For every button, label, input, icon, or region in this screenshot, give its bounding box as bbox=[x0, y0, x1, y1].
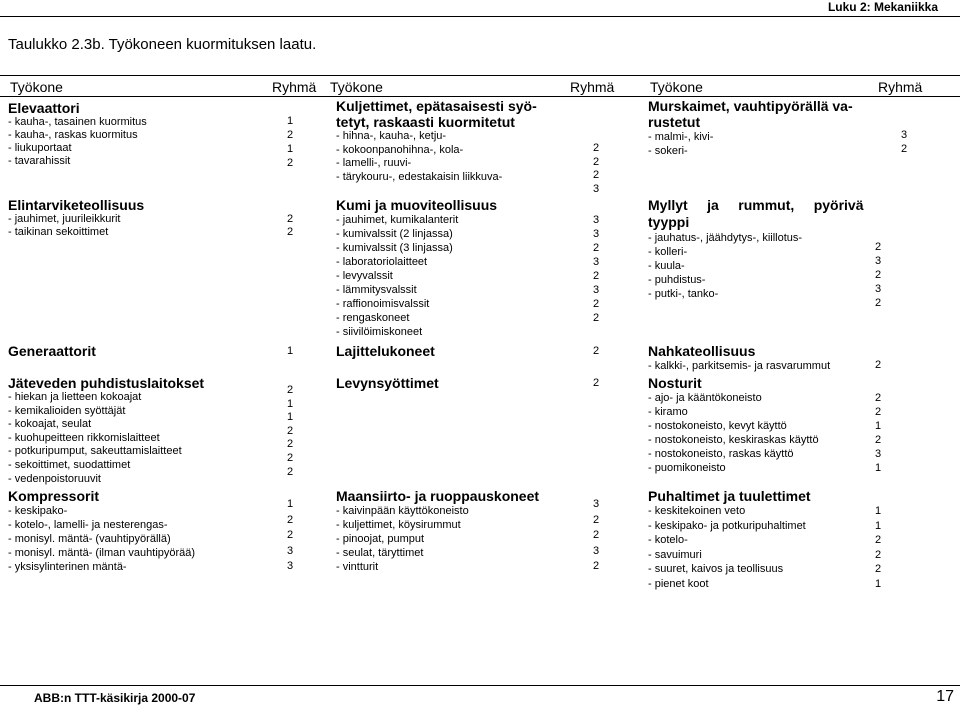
group-value: 1 bbox=[874, 420, 882, 432]
list-item: - kumivalssit (3 linjassa) bbox=[336, 242, 453, 254]
section-puhaltimet bbox=[648, 488, 811, 591]
list-item: - keskipako- ja potkuripuhaltimet bbox=[648, 519, 806, 532]
section-maansiirto bbox=[336, 488, 539, 574]
group-value: 2 bbox=[874, 434, 882, 446]
group-value: 2 bbox=[874, 406, 882, 418]
group-value: 1 bbox=[286, 115, 294, 127]
group-value: 2 bbox=[874, 548, 882, 561]
section-kumi bbox=[336, 197, 497, 339]
group-values bbox=[590, 497, 602, 575]
list-item: - kumivalssit (2 linjassa) bbox=[336, 228, 453, 240]
section-title: Puhaltimet ja tuulettimet bbox=[648, 488, 811, 504]
group-values bbox=[898, 128, 910, 156]
section-jatevesi bbox=[8, 375, 204, 486]
list-item: - kemikalioiden syöttäjät bbox=[8, 404, 126, 417]
list-item: - levyvalssit bbox=[336, 270, 393, 282]
group-value: 1 bbox=[874, 519, 882, 532]
list-item: - liukuportaat bbox=[8, 142, 72, 154]
list-item: - kuohupeitteen rikkomislaitteet bbox=[8, 431, 160, 444]
group-value: 3 bbox=[592, 214, 600, 226]
list-item: - kaivinpään käyttökoneisto bbox=[336, 505, 469, 517]
group-value: 3 bbox=[874, 448, 882, 460]
group-value: 2 bbox=[874, 534, 882, 546]
group-value: 2 bbox=[592, 529, 600, 541]
group-value: 2 bbox=[874, 359, 882, 371]
section-kompressorit bbox=[8, 488, 195, 574]
group-values bbox=[872, 240, 884, 310]
section-elevaattori bbox=[8, 100, 147, 168]
section-lajittelukoneet: Lajittelukoneet bbox=[336, 343, 435, 359]
list-item: - jauhimet, kumikalanterit bbox=[336, 214, 459, 226]
section-nahkateollisuus bbox=[648, 343, 830, 373]
header-rule bbox=[0, 16, 960, 17]
list-item: - suuret, kaivos ja teollisuus bbox=[648, 563, 784, 575]
group-value: 1 bbox=[286, 345, 294, 357]
group-value: 2 bbox=[286, 226, 294, 238]
list-item: - savuimuri bbox=[648, 548, 702, 561]
group-value: 2 bbox=[286, 213, 294, 225]
group-value: 3 bbox=[286, 544, 294, 557]
list-item: - nostokoneisto, raskas käyttö bbox=[648, 448, 794, 460]
section-title: rustetut bbox=[648, 114, 701, 130]
list-item: - puomikoneisto bbox=[648, 462, 726, 474]
group-value: 2 bbox=[286, 465, 294, 478]
section-title: Nosturit bbox=[648, 375, 702, 391]
list-item: - sokeri- bbox=[648, 145, 688, 157]
list-item: - jauhatus-, jäähdytys-, kiillotus- bbox=[648, 232, 803, 244]
group-value: 2 bbox=[592, 270, 600, 282]
list-item: - kauha-, raskas kuormitus bbox=[8, 129, 138, 141]
group-value: 1 bbox=[286, 411, 294, 424]
group-value: 2 bbox=[874, 241, 882, 253]
group-value: 2 bbox=[592, 312, 600, 324]
group-value: 3 bbox=[874, 255, 882, 267]
section-generaattorit: Generaattorit bbox=[8, 343, 96, 359]
section-title: Nahkateollisuus bbox=[648, 343, 756, 359]
table-top-rule bbox=[0, 75, 960, 76]
list-item: - kalkki-, parkitsemis- ja rasvarummut bbox=[648, 360, 831, 372]
list-item: - kotelo-, lamelli- ja nesterengas- bbox=[8, 519, 168, 531]
list-item: - potkuripumput, sakeuttamislaitteet bbox=[8, 445, 182, 458]
group-value: 3 bbox=[900, 129, 908, 141]
group-values bbox=[284, 384, 296, 479]
group-value: 3 bbox=[592, 182, 600, 195]
group-value: 2 bbox=[874, 392, 882, 404]
list-item: - ajo- ja kääntökoneisto bbox=[648, 392, 762, 404]
section-title: Jäteveden puhdistuslaitokset bbox=[8, 375, 205, 391]
list-item: - pienet koot bbox=[648, 577, 709, 590]
list-item: - malmi-, kivi- bbox=[648, 131, 714, 143]
header-ryhma-3: Ryhmä bbox=[878, 79, 923, 95]
list-item: - kokoonpanohihna-, kola- bbox=[336, 143, 464, 156]
group-value: 2 bbox=[592, 298, 600, 310]
header-tyokone-1: Työkone bbox=[10, 79, 63, 95]
section-murskaimet bbox=[648, 98, 853, 158]
group-value: 2 bbox=[286, 438, 294, 451]
group-value: 2 bbox=[592, 513, 600, 526]
list-item: - seulat, täryttimet bbox=[336, 547, 424, 559]
group-value: 2 bbox=[592, 155, 600, 168]
group-value: 2 bbox=[874, 297, 882, 309]
group-value: 2 bbox=[874, 269, 882, 281]
group-values bbox=[284, 114, 296, 170]
group-value: 1 bbox=[874, 505, 882, 517]
group-value: 2 bbox=[592, 169, 600, 182]
section-elintarvike bbox=[8, 197, 144, 239]
footer-rule bbox=[0, 685, 960, 686]
list-item: - raffionoimisvalssit bbox=[336, 298, 430, 310]
list-item: - keskipako- bbox=[8, 505, 68, 517]
group-value: 3 bbox=[592, 498, 600, 510]
group-value: 2 bbox=[286, 529, 294, 541]
list-item: - pinoojat, pumput bbox=[336, 533, 425, 545]
section-title: Kompressorit bbox=[8, 488, 100, 504]
list-item: - hiekan ja lietteen kokoajat bbox=[8, 391, 142, 403]
section-title: Maansiirto- ja ruoppauskoneet bbox=[336, 488, 540, 504]
section-nosturit bbox=[648, 375, 819, 475]
list-item: - kuula- bbox=[648, 260, 685, 272]
list-item: - kuljettimet, köysirummut bbox=[336, 519, 461, 531]
list-item: - sekoittimet, suodattimet bbox=[8, 458, 131, 471]
group-value: 1 bbox=[874, 577, 882, 590]
section-title: Elintarviketeollisuus bbox=[8, 197, 145, 213]
list-item: - kotelo- bbox=[648, 534, 688, 546]
group-value: 2 bbox=[592, 560, 600, 572]
list-item: - rengaskoneet bbox=[336, 312, 410, 324]
list-item: - jauhimet, juurileikkurit bbox=[8, 213, 121, 225]
group-value: 1 bbox=[286, 498, 294, 510]
list-item: - tärykouru-, edestakaisin liikkuva- bbox=[336, 170, 503, 183]
list-item: - nostokoneisto, kevyt käyttö bbox=[648, 420, 787, 432]
group-values bbox=[284, 213, 296, 239]
group-value: 2 bbox=[900, 143, 908, 155]
list-item: - yksisylinterinen mäntä- bbox=[8, 561, 127, 573]
group-value: 2 bbox=[592, 242, 600, 254]
list-item: - monisyl. mäntä- (ilman vauhtipyörää) bbox=[8, 547, 196, 559]
group-values bbox=[590, 213, 602, 325]
list-item: - vintturit bbox=[336, 561, 379, 573]
list-item: - kolleri- bbox=[648, 246, 688, 258]
group-value: 2 bbox=[874, 563, 882, 575]
section-title: Kuljettimet, epätasaisesti syö- bbox=[336, 98, 537, 114]
group-value: 3 bbox=[874, 283, 882, 295]
list-item: - lämmitysvalssit bbox=[336, 284, 417, 296]
list-item: - kiramo bbox=[648, 406, 688, 418]
section-title: Elevaattori bbox=[8, 100, 80, 116]
group-value: 2 bbox=[286, 424, 294, 437]
header-tyokone-3: Työkone bbox=[650, 79, 703, 95]
header-tyokone-2: Työkone bbox=[330, 79, 383, 95]
header-ryhma-2: Ryhmä bbox=[570, 79, 615, 95]
list-item: - tavarahissit bbox=[8, 155, 71, 167]
section-levynsyottimet: Levynsyöttimet bbox=[336, 375, 439, 391]
list-item: - puhdistus- bbox=[648, 274, 706, 286]
section-title: Kumi ja muoviteollisuus bbox=[336, 197, 498, 213]
footer-source: ABB:n TTT-käsikirja 2000-07 bbox=[34, 691, 196, 705]
group-value: 2 bbox=[286, 513, 294, 526]
list-item: - putki-, tanko- bbox=[648, 288, 719, 300]
table-caption: Taulukko 2.3b. Työkoneen kuormituksen laatu. bbox=[8, 36, 317, 53]
group-value: 2 bbox=[592, 142, 600, 154]
group-value: 3 bbox=[592, 544, 600, 557]
group-values bbox=[872, 504, 884, 591]
list-item: - kokoajat, seulat bbox=[8, 418, 92, 431]
section-kuljettimet bbox=[336, 98, 537, 184]
group-value: 1 bbox=[286, 143, 294, 155]
page-number: 17 bbox=[936, 688, 954, 705]
section-title: tyyppi bbox=[648, 214, 690, 230]
group-value: 3 bbox=[286, 560, 294, 572]
group-values bbox=[590, 142, 602, 196]
group-value: 1 bbox=[874, 462, 882, 474]
list-item: - nostokoneisto, keskiraskas käyttö bbox=[648, 434, 819, 446]
group-value: 2 bbox=[286, 157, 294, 169]
list-item: - hihna-, kauha-, ketju- bbox=[336, 130, 447, 142]
section-title: Murskaimet, vauhtipyörällä va- bbox=[648, 98, 853, 114]
list-item: - keskitekoinen veto bbox=[648, 505, 746, 517]
group-value: 1 bbox=[286, 397, 294, 410]
group-values bbox=[872, 391, 884, 475]
group-value: 2 bbox=[592, 377, 600, 389]
list-item: - kauha-, tasainen kuormitus bbox=[8, 116, 147, 128]
section-title: tetyt, raskaasti kuormitetut bbox=[336, 114, 515, 130]
section-myllyt bbox=[648, 197, 864, 301]
list-item: - monisyl. mäntä- (vauhtipyörällä) bbox=[8, 533, 171, 545]
group-value: 3 bbox=[592, 256, 600, 268]
section-title: Myllyt ja rummut, pyörivä bbox=[648, 197, 864, 213]
list-item: - siivilöimiskoneet bbox=[336, 326, 423, 338]
list-item: - lamelli-, ruuvi- bbox=[336, 157, 412, 170]
group-value: 2 bbox=[286, 451, 294, 464]
group-value: 2 bbox=[592, 345, 600, 357]
group-value: 3 bbox=[592, 228, 600, 240]
header-ryhma-1: Ryhmä bbox=[272, 79, 317, 95]
chapter-title: Luku 2: Mekaniikka bbox=[827, 0, 938, 14]
group-values bbox=[284, 497, 296, 575]
list-item: - taikinan sekoittimet bbox=[8, 226, 109, 238]
group-value: 2 bbox=[286, 129, 294, 141]
list-item: - laboratoriolaitteet bbox=[336, 256, 428, 268]
list-item: - vedenpoistoruuvit bbox=[8, 472, 101, 485]
table-header-rule bbox=[0, 96, 960, 97]
group-value: 3 bbox=[592, 284, 600, 296]
group-value: 2 bbox=[286, 384, 294, 396]
